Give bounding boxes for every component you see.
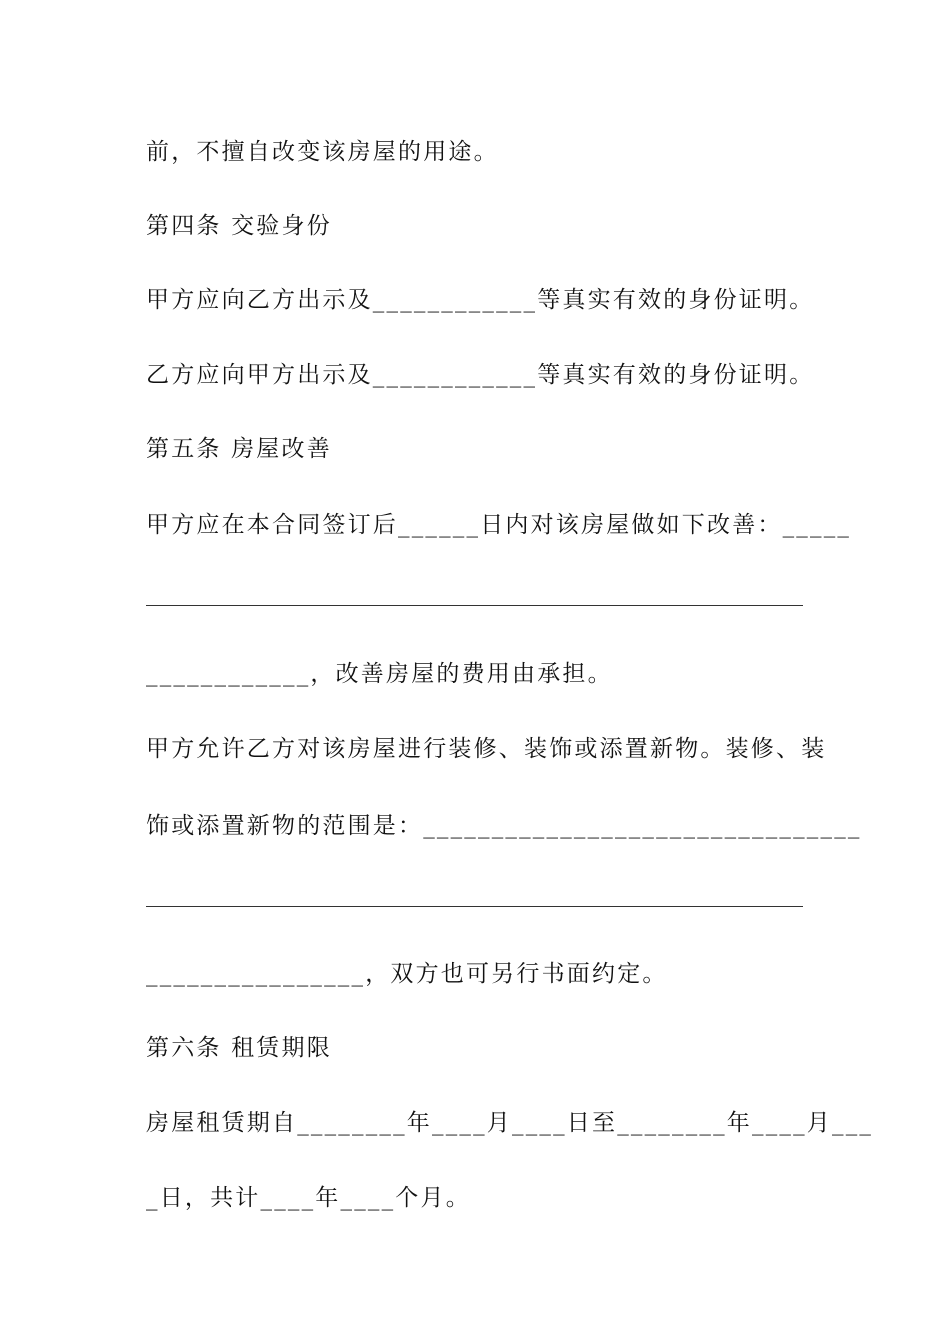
- heading-article-6: 第六条 租赁期限: [146, 1035, 332, 1061]
- paragraph-party-a-id: 甲方应向乙方出示及____________等真实有效的身份证明。: [146, 287, 815, 313]
- paragraph-written-agreement: ________________，双方也可另行书面约定。: [146, 961, 668, 987]
- paragraph-improvement-cost: ____________，改善房屋的费用由承担。: [146, 661, 613, 687]
- paragraph-lease-term: 房屋租赁期自________年____月____日至________年____月___: [146, 1110, 874, 1136]
- paragraph-party-b-id: 乙方应向甲方出示及____________等真实有效的身份证明。: [146, 362, 815, 388]
- paragraph-improvement-days: 甲方应在本合同签订后______日内对该房屋做如下改善：_____: [146, 512, 852, 538]
- paragraph-lease-duration: _日，共计____年____个月。: [146, 1185, 471, 1211]
- heading-article-5: 第五条 房屋改善: [146, 436, 332, 462]
- heading-article-4: 第四条 交验身份: [146, 213, 332, 239]
- paragraph-decoration-permission: 甲方允许乙方对该房屋进行装修、装饰或添置新物。装修、装: [146, 736, 827, 762]
- paragraph-usage-clause: 前，不擅自改变该房屋的用途。: [146, 139, 499, 165]
- paragraph-decoration-scope: 饰或添置新物的范围是：________________________________: [146, 813, 862, 839]
- blank-fill-line: [146, 605, 803, 606]
- blank-fill-line: [146, 906, 803, 907]
